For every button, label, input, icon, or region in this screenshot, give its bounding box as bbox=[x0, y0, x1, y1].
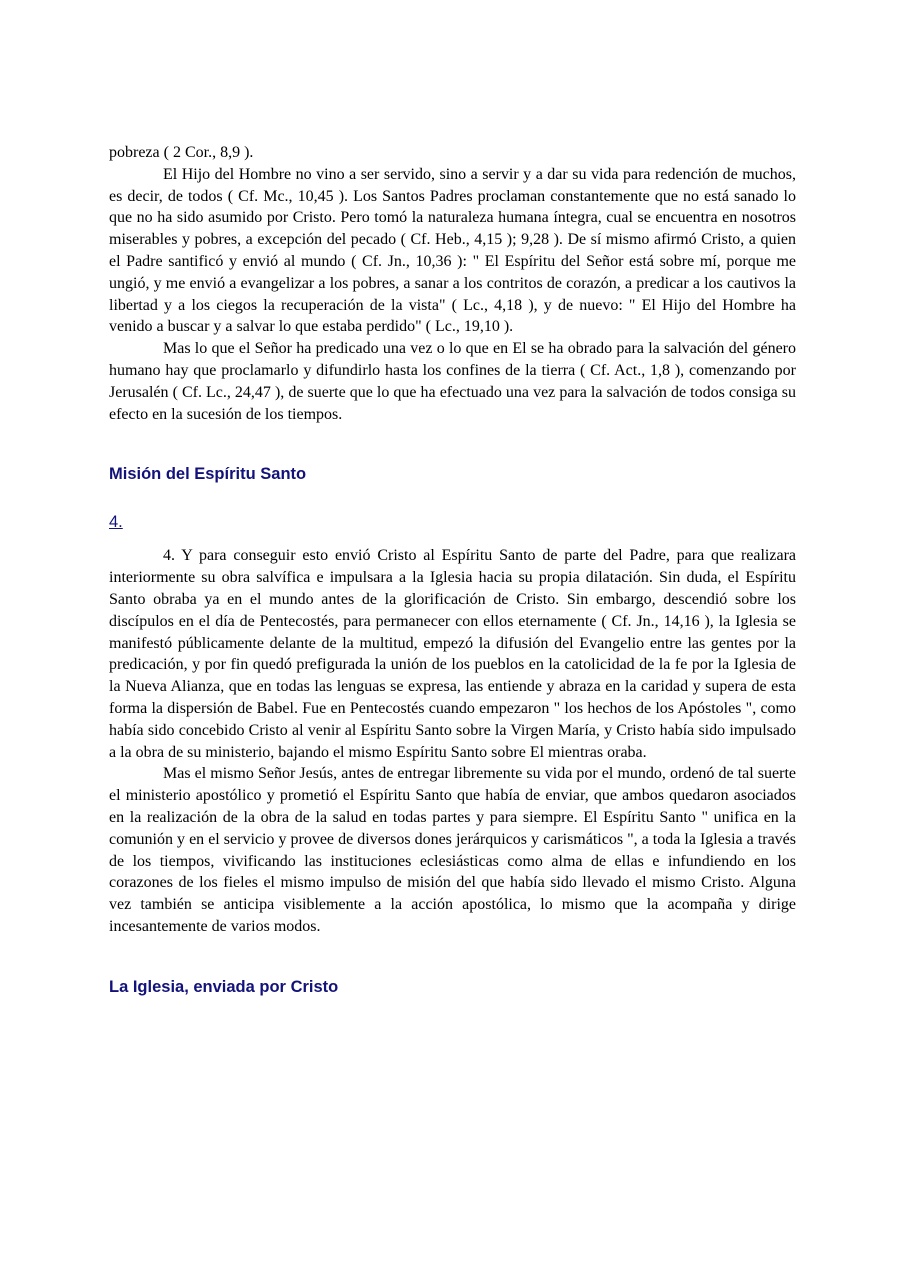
paragraph-hijo-del-hombre: El Hijo del Hombre no vino a ser servido, sino a servir y a dar su vida para redención de muchos, es decir, de todos ( Cf. Mc., 10,45 ). Los Santos Padres proclaman constantemente que no está sanado lo que no ha sido asumido por Cristo. Pero tomó la naturaleza humana íntegra, cual se encuentra en nosotros miserables y pobres, a excepción del pecado ( Cf. Heb., 4,15 ); 9,28 ). De sí mismo afirmó Cristo, a quien el Padre santificó y envió al mundo ( Cf. Jn., 10,36 ): " El Espíritu del Señor está sobre mí, porque me ungió, y me envió a evangelizar a los pobres, a sanar a los contritos de corazón, a predicar a los cautivos la libertad y a los ciegos la recuperación de la vista" ( Lc., 4,18 ), y de nuevo: " El Hijo del Hombre ha venido a buscar y a salvar lo que estaba perdido" ( Lc., 19,10 ). bbox=[109, 165, 796, 336]
section-number-link[interactable]: 4. bbox=[109, 513, 123, 532]
paragraph-ministerio-apostolico: Mas el mismo Señor Jesús, antes de entregar libremente su vida por el mundo, ordenó de tal suerte el ministerio apostólico y prometió el Espíritu Santo que había de enviar, que ambos quedaron asociados en la realización de la obra de la salud en todas partes y para siempre. El Espíritu Santo " unifica en la comunión y en el servicio y provee de diversos dones jerárquicos y carismáticos ", a toda la Iglesia a través de los tiempos, vivificando las instituciones eclesiásticas como alma de ellas e infundiendo en los corazones de los fieles el mismo impulso de misión del que había sido llevado el mismo Cristo. Alguna vez también se anticipa visiblemente a la acción apostólica, lo mismo que la acompaña y dirige incesantemente de varios modos. bbox=[109, 765, 796, 935]
paragraph-salvacion: Mas lo que el Señor ha predicado una vez o lo que en El se ha obrado para la salvación del género humano hay que proclamarlo y difundirlo hasta los confines de la tierra ( Cf. Act., 1,8 ), comenzando por Jerusalén ( Cf. Lc., 24,47 ), de suerte que lo que ha efectuado una vez para la salvación de todos consiga su efecto en la sucesión de los tiempos. bbox=[109, 340, 796, 423]
document-page bbox=[109, 142, 796, 997]
paragraph-continuation: pobreza ( 2 Cor., 8,9 ). bbox=[109, 144, 254, 161]
section-heading-mision-espiritu-santo: Misión del Espíritu Santo bbox=[109, 465, 307, 484]
paragraph-envio-espiritu: 4. Y para conseguir esto envió Cristo al Espíritu Santo de parte del Padre, para que realizara interiormente su obra salvífica e impulsara a la Iglesia hacia su propia dilatación. Sin duda, el Espíritu Santo obraba ya en el mundo antes de la glorificación de Cristo. Sin embargo, descendió sobre los discípulos en el día de Pentecostés, para permanecer con ellos eternamente ( Cf. Jn., 14,16 ), la Iglesia se manifestó públicamente delante de la multitud, empezó la difusión del Evangelio entre las gentes por la predicación, y por fin quedó prefigurada la unión de los pueblos en la catolicidad de la fe por la Iglesia de la Nueva Alianza, que en todas las lenguas se expresa, las entiende y abraza en la caridad y supera de esta forma la dispersión de Babel. Fue en Pentecostés cuando empezaron " los hechos de los Apóstoles ", como había sido concebido Cristo al venir al Espíritu Santo sobre la Virgen María, y Cristo había sido impulsado a la obra de su ministerio, bajando el mismo Espíritu Santo sobre El mientras oraba. bbox=[109, 547, 796, 761]
text-block-2 bbox=[109, 545, 796, 937]
text-block-1 bbox=[109, 142, 796, 425]
section-heading-iglesia-enviada: La Iglesia, enviada por Cristo bbox=[109, 977, 339, 996]
